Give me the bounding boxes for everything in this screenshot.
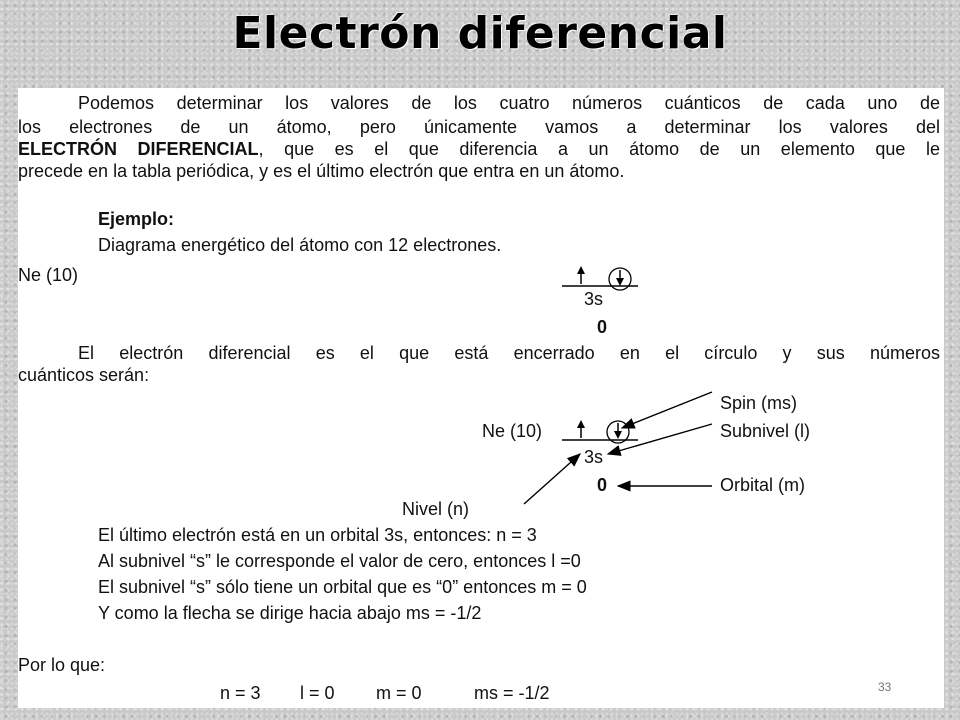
example-orbital-diagram xyxy=(562,266,638,290)
diagram-graphics xyxy=(18,88,944,708)
nivel-label: Nivel (n) xyxy=(402,499,470,519)
nivel-pointer-arrow xyxy=(524,454,580,504)
labeled-orbital-diagram xyxy=(524,392,712,504)
intro-text-1: Podemos determinar los valores de los cuatro números cuánticos de cada uno de xyxy=(78,93,940,113)
statement-m: El subnivel “s” sólo tiene un orbital que es “0” entonces m = 0 xyxy=(98,577,587,597)
result-m: m = 0 xyxy=(376,683,422,703)
statement-l: Al subnivel “s” le corresponde el valor de cero, entonces l =0 xyxy=(98,551,581,571)
electron-diferencial-bold: ELECTRÓN DIFERENCIAL xyxy=(18,139,259,159)
example-spin-up-arrowhead xyxy=(577,266,585,274)
intro-text-3: , que es el que diferencia a un átomo de un elemento que le xyxy=(258,139,940,159)
diagram-core-config: Ne (10) xyxy=(482,421,543,441)
statement-n: El último electrón está en un orbital 3s, entonces: n = 3 xyxy=(98,525,537,545)
result-n: n = 3 xyxy=(220,683,261,703)
explanation-text-1: El electrón diferencial es el que está encerrado en el círculo y sus números xyxy=(78,343,940,363)
orbital-m-label: Orbital (m) xyxy=(720,475,805,495)
diagram-orbital-label: 3s xyxy=(584,447,604,467)
intro-line-4: precede en la tabla periódica, y es el último electrón que entra en un átomo. xyxy=(18,161,625,181)
slide-title: Electrón diferencial xyxy=(232,8,728,59)
statement-ms: Y como la flecha se dirige hacia abajo ms = -1/2 xyxy=(98,603,482,623)
example-caption: Diagrama energético del átomo con 12 electrones. xyxy=(98,235,502,255)
subnivel-pointer-arrow xyxy=(608,424,712,454)
result-l: l = 0 xyxy=(300,683,335,703)
example-heading: Ejemplo: xyxy=(98,209,175,229)
result-ms: ms = -1/2 xyxy=(474,683,550,703)
diagram-spin-up-arrowhead xyxy=(577,420,585,428)
spin-pointer-arrow xyxy=(622,392,712,428)
spin-label: Spin (ms) xyxy=(720,393,798,413)
conclusion-label: Por lo que: xyxy=(18,655,106,675)
explanation-line-2: cuánticos serán: xyxy=(18,365,150,385)
example-m-value: 0 xyxy=(597,317,608,337)
page-number: 33 xyxy=(878,680,892,694)
scanned-document xyxy=(18,88,944,708)
subnivel-label: Subnivel (l) xyxy=(720,421,811,441)
example-spin-down-arrowhead xyxy=(616,278,624,286)
diagram-m-value: 0 xyxy=(597,475,608,495)
diagram-spin-down-arrowhead xyxy=(614,431,622,439)
example-orbital-label: 3s xyxy=(584,289,604,309)
intro-line-2: los electrones de un átomo, pero únicamente vamos a determinar los valores del xyxy=(18,117,940,137)
example-core-config: Ne (10) xyxy=(18,265,79,285)
